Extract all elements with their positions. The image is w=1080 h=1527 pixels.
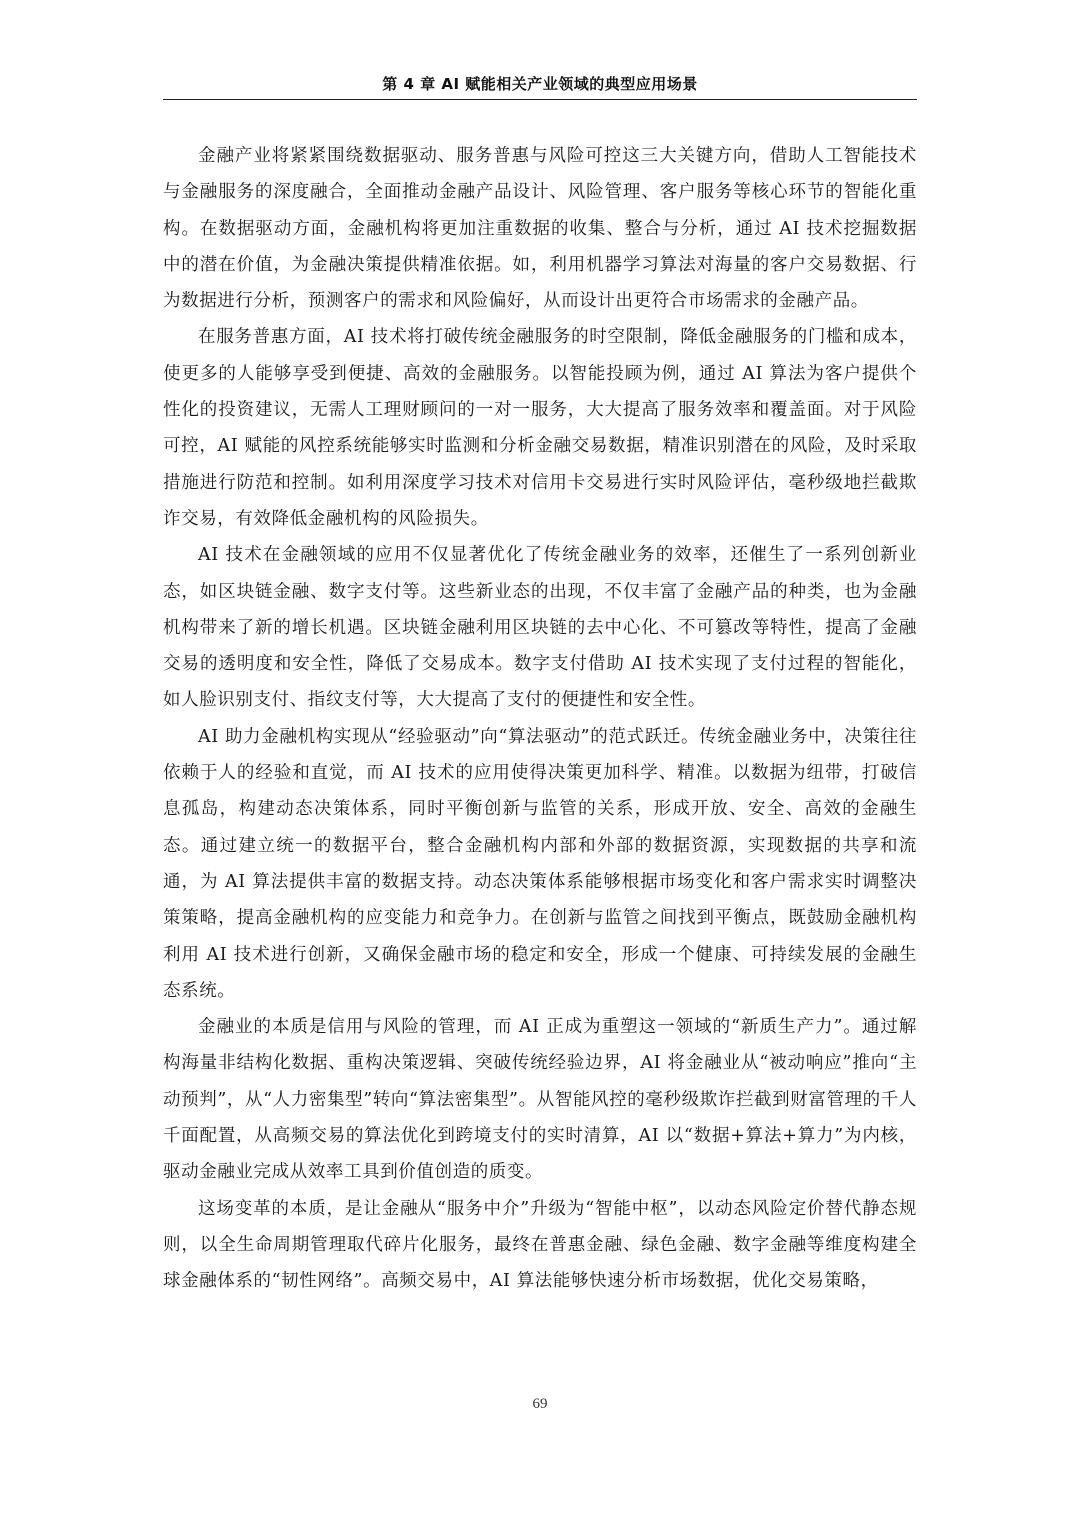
- paragraph: 这场变革的本质，是让金融从“服务中介”升级为“智能中枢”，以动态风险定价替代静态规则，以全生命周期管理取代碎片化服务，最终在普惠金融、绿色金融、数字金融等维度构建全球金融体系的“韧性网络”。高频交易中，AI 算法能够快速分析市场数据，优化交易策略，: [163, 1198, 917, 1292]
- page-number: 69: [532, 1396, 548, 1412]
- paragraph: AI 助力金融机构实现从“经验驱动”向“算法驱动”的范式跃迁。传统金融业务中，决策往往依赖于人的经验和直觉，而 AI 技术的应用使得决策更加科学、精准。以数据为纽带，打破信息孤岛，构建动态决策体系，同时平衡创新与监管的关系，形成开放、安全、高效的金融生态。通过建立统一的数据平台，整合金融机构内部和外部的数据资源，实现数据的共享和流通，为 AI 算法提供丰富的数据支持。动态决策体系能够根据市场变化和客户需求实时调整决策策略，提高金融机构的应变能力和竞争力。在创新与监管之间找到平衡点，既鼓励金融机构利用 AI 技术进行创新，又确保金融市场的稳定和安全，形成一个健康、可持续发展的金融生态系统。: [163, 726, 917, 1001]
- header-rule: [163, 99, 917, 100]
- body-text: [163, 138, 917, 1300]
- running-header: 第 4 章 AI 赋能相关产业领域的典型应用场景: [382, 75, 698, 93]
- paragraph: 金融产业将紧紧围绕数据驱动、服务普惠与风险可控这三大关键方向，借助人工智能技术与金融服务的深度融合，全面推动金融产品设计、风险管理、客户服务等核心环节的智能化重构。在数据驱动方面，金融机构将更加注重数据的收集、整合与分析，通过 AI 技术挖掘数据中的潜在价值，为金融决策提供精准依据。如，利用机器学习算法对海量的客户交易数据、行为数据进行分析，预测客户的需求和风险偏好，从而设计出更符合市场需求的金融产品。: [163, 146, 917, 312]
- paragraph: AI 技术在金融领域的应用不仅显著优化了传统金融业务的效率，还催生了一系列创新业态，如区块链金融、数字支付等。这些新业态的出现，不仅丰富了金融产品的种类，也为金融机构带来了新的增长机遇。区块链金融利用区块链的去中心化、不可篡改等特性，提高了金融交易的透明度和安全性，降低了交易成本。数字支付借助 AI 技术实现了支付过程的智能化，如人脸识别支付、指纹支付等，大大提高了支付的便捷性和安全性。: [163, 545, 917, 711]
- paragraph: 在服务普惠方面，AI 技术将打破传统金融服务的时空限制，降低金融服务的门槛和成本，使更多的人能够享受到便捷、高效的金融服务。以智能投顾为例，通过 AI 算法为客户提供个性化的投资建议，无需人工理财顾问的一对一服务，大大提高了服务效率和覆盖面。对于风险可控，AI 赋能的风控系统能够实时监测和分析金融交易数据，精准识别潜在的风险，及时采取措施进行防范和控制。如利用深度学习技术对信用卡交易进行实时风险评估，毫秒级地拦截欺诈交易，有效降低金融机构的风险损失。: [163, 327, 917, 529]
- paragraph: 金融业的本质是信用与风险的管理，而 AI 正成为重塑这一领域的“新质生产力”。通过解构海量非结构化数据、重构决策逻辑、突破传统经验边界，AI 将金融业从“被动响应”推向“主动预判”，从“人力密集型”转向“算法密集型”。从智能风控的毫秒级欺诈拦截到财富管理的千人千面配置，从高频交易的算法优化到跨境支付的实时清算，AI 以“数据+算法+算力”为内核，驱动金融业完成从效率工具到价值创造的质变。: [163, 1017, 917, 1183]
